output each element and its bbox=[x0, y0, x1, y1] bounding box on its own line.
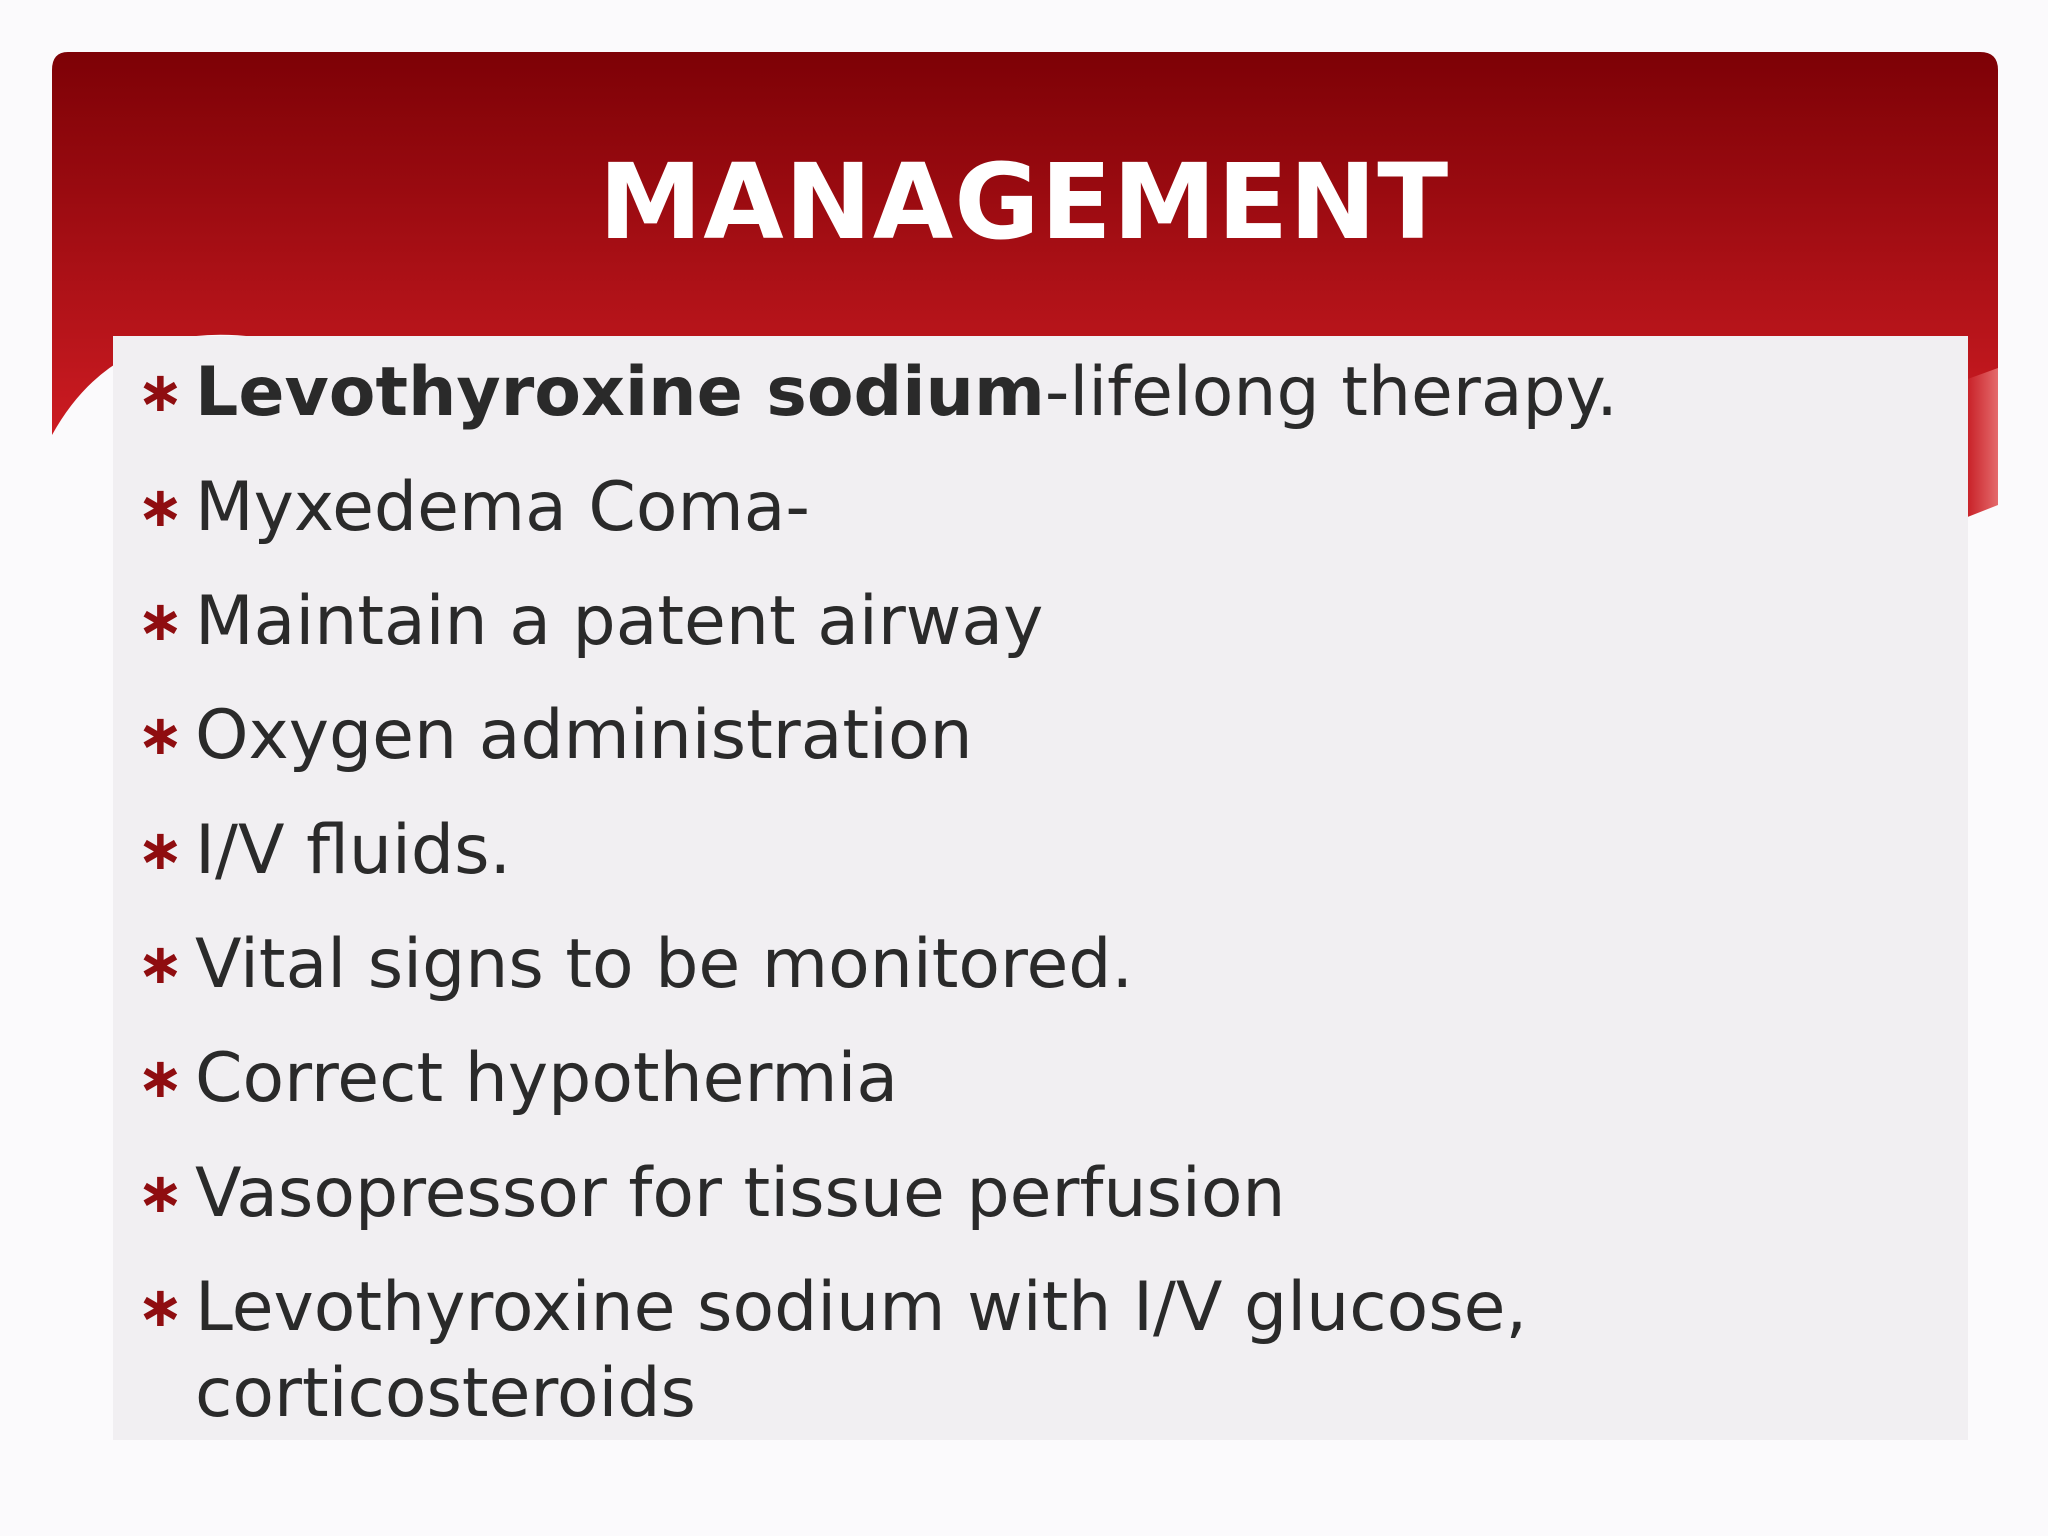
bullet-text: Correct hypothermia bbox=[195, 1039, 899, 1118]
asterisk-icon: ∗ bbox=[137, 1161, 184, 1226]
asterisk-icon: ∗ bbox=[137, 932, 184, 997]
bullet-text: Oxygen administration bbox=[195, 696, 973, 775]
bullet-bold-text: Levothyroxine sodium bbox=[195, 353, 1045, 432]
asterisk-icon: ∗ bbox=[137, 360, 184, 425]
bullet-text: I/V fluids. bbox=[195, 811, 512, 890]
bullet-text: Myxedema Coma- bbox=[195, 468, 810, 547]
asterisk-icon: ∗ bbox=[137, 475, 184, 540]
bullet-text: Levothyroxine sodium with I/V glucose, bbox=[195, 1268, 1528, 1347]
bullet-text: Vital signs to be monitored. bbox=[195, 925, 1134, 1004]
bullet-text: -lifelong therapy. bbox=[1044, 353, 1618, 432]
asterisk-icon: ∗ bbox=[137, 589, 184, 654]
slide-title: MANAGEMENT bbox=[598, 141, 1450, 263]
bullet-text-continuation: corticosteroids bbox=[195, 1354, 696, 1433]
banner-ribbon bbox=[1965, 368, 1998, 518]
bullet-text: Maintain a patent airway bbox=[195, 582, 1044, 661]
content-panel bbox=[113, 336, 1968, 1440]
bullet-text: Vasopressor for tissue perfusion bbox=[195, 1154, 1286, 1233]
asterisk-icon: ∗ bbox=[137, 818, 184, 883]
asterisk-icon: ∗ bbox=[137, 703, 184, 768]
asterisk-icon: ∗ bbox=[137, 1275, 184, 1340]
asterisk-icon: ∗ bbox=[137, 1046, 184, 1111]
